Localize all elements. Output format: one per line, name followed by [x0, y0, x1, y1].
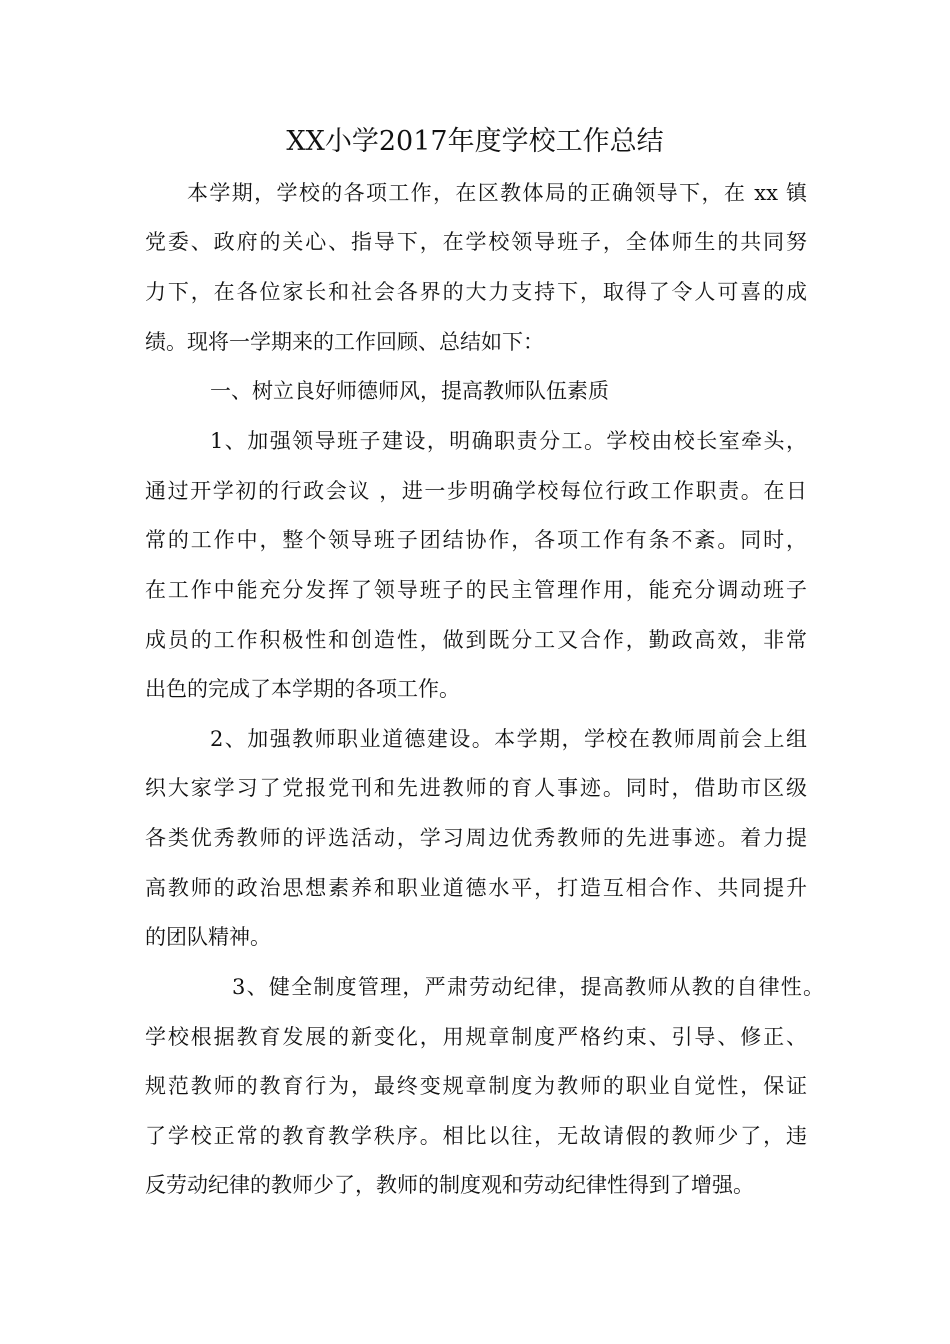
paragraph-line: 绩。现将一学期来的工作回顾、总结如下： — [145, 330, 544, 354]
paragraph-line: 织大家学习了党报党刊和先进教师的育人事迹。同时，借助市区级 — [145, 776, 807, 800]
paragraph-line: 在工作中能充分发挥了领导班子的民主管理作用，能充分调动班子 — [145, 578, 807, 602]
paragraph-line: 规范教师的教育行为，最终变规章制度为教师的职业自觉性，保证 — [145, 1074, 807, 1098]
section-heading-text: 一、树立良好师德师风，提高教师队伍素质 — [210, 379, 609, 403]
paragraph-line: 的团队精神。 — [145, 925, 271, 949]
paragraph-line: 出色的完成了本学期的各项工作。 — [145, 677, 460, 701]
paragraph-line: 3、健全制度管理，严肃劳动纪律，提高教师从教的自律性。 — [232, 975, 824, 999]
paragraph-line: 常的工作中，整个领导班子团结协作，各项工作有条不紊。同时， — [145, 528, 807, 552]
paragraph-line: 通过开学初的行政会议 ，进一步明确学校每位行政工作职责。在日 — [145, 479, 807, 503]
paragraph-line: 2、加强教师职业道德建设。本学期，学校在教师周前会上组 — [210, 727, 807, 751]
paragraph-line: 反劳动纪律的教师少了，教师的制度观和劳动纪律性得到了增强。 — [145, 1173, 754, 1197]
paragraph-line: 高教师的政治思想素养和职业道德水平，打造互相合作、共同提升 — [145, 876, 807, 900]
paragraph-line: 学校根据教育发展的新变化，用规章制度严格约束、引导、修正、 — [145, 1025, 807, 1049]
paragraph-line: 成员的工作积极性和创造性，做到既分工又合作，勤政高效，非常 — [145, 628, 807, 652]
paragraph-line: 1、加强领导班子建设，明确职责分工。学校由校长室牵头， — [210, 429, 807, 453]
paragraph-line: 党委、政府的关心、指导下，在学校领导班子，全体师生的共同努 — [145, 230, 807, 254]
document-title: XX小学2017年度学校工作总结 — [286, 126, 664, 157]
paragraph-line: 了学校正常的教育教学秩序。相比以往，无故请假的教师少了，违 — [145, 1124, 807, 1148]
paragraph-line: 力下，在各位家长和社会各界的大力支持下，取得了令人可喜的成 — [145, 280, 807, 304]
paragraph-line: 各类优秀教师的评选活动，学习周边优秀教师的先进事迹。着力提 — [145, 826, 807, 850]
paragraph-line: 本学期，学校的各项工作，在区教体局的正确领导下，在 xx 镇 — [187, 181, 807, 205]
